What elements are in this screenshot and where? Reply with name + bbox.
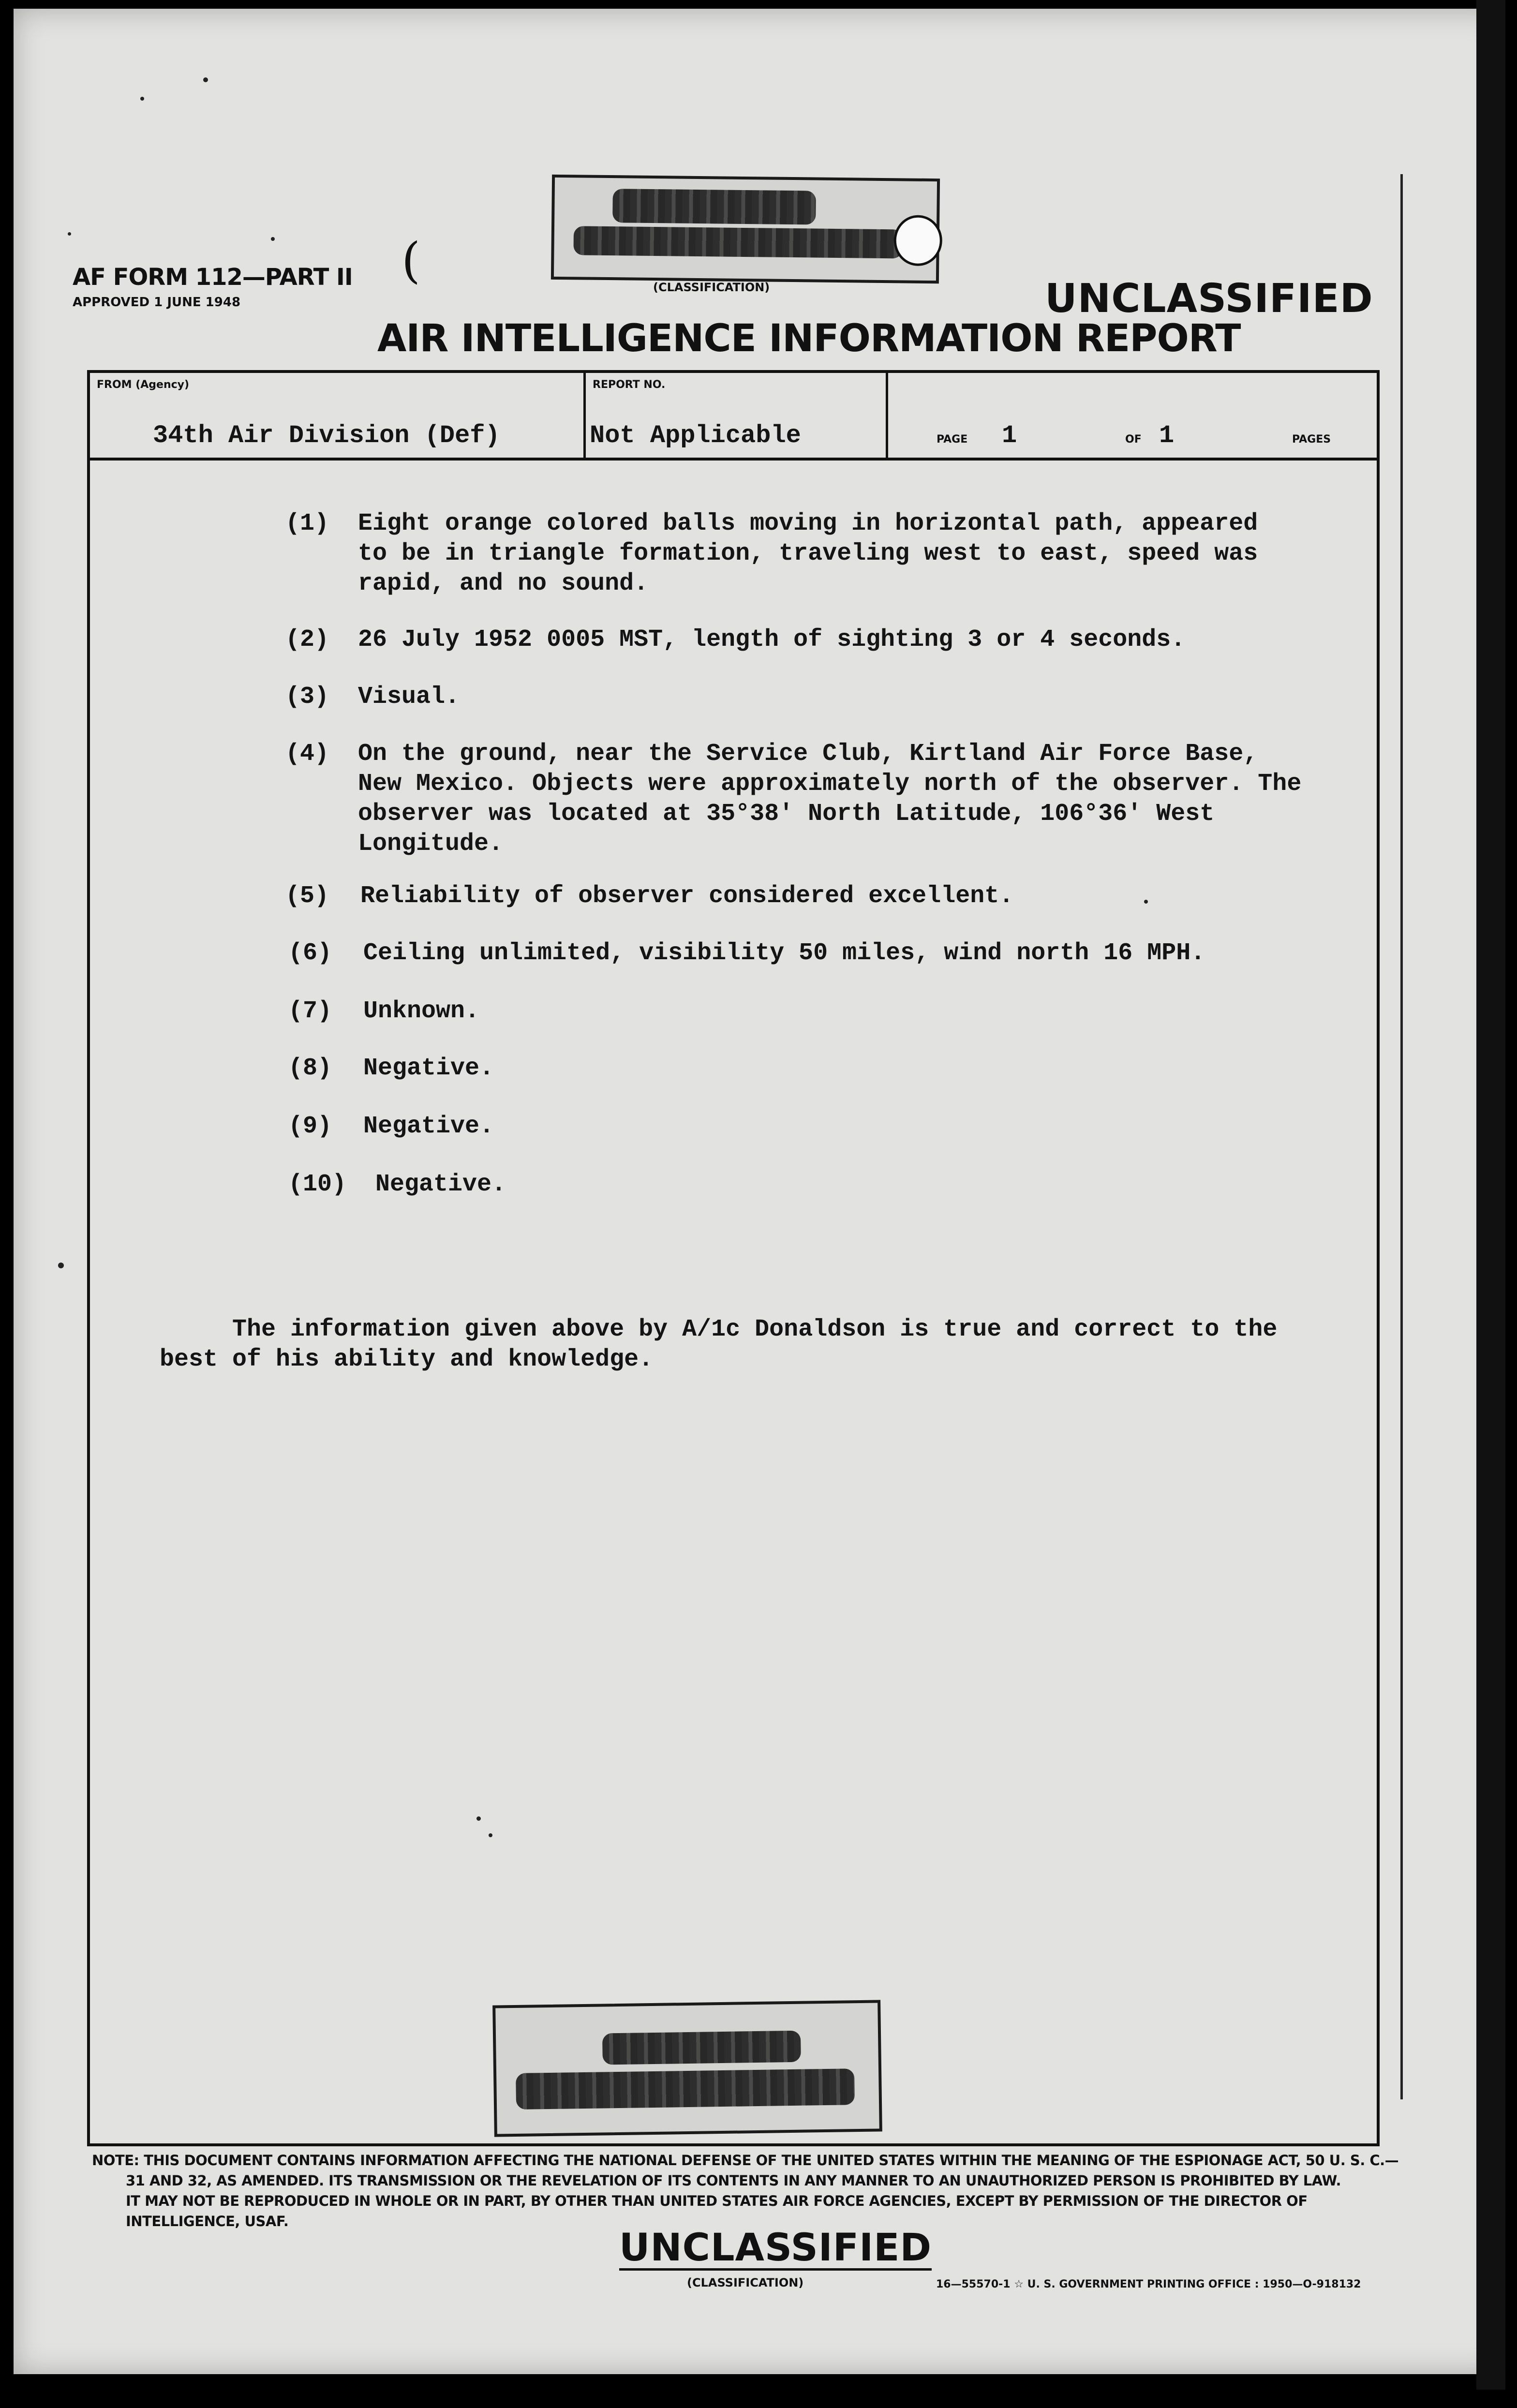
item-number: (7) [288, 997, 332, 1025]
scan-edge-strip [1476, 0, 1505, 2390]
item-number: (8) [288, 1055, 332, 1082]
item-number: (9) [288, 1113, 332, 1140]
report-no-value: Not Applicable [590, 421, 801, 450]
report-no-label: REPORT NO. [593, 379, 666, 391]
item-line: New Mexico. Objects were approximately north of the observer. The [358, 770, 1302, 798]
redaction-mark [516, 2068, 855, 2110]
from-value: 34th Air Division (Def) [153, 421, 500, 450]
classification-marking-bottom: UNCLASSIFIED [619, 2226, 932, 2270]
redaction-mark [573, 226, 903, 258]
classification-label-bottom: (CLASSIFICATION) [687, 2276, 804, 2289]
note-line: NOTE: THIS DOCUMENT CONTAINS INFORMATION AFFECTING THE NATIONAL DEFENSE OF THE UNITED STATES WITHIN THE MEANING OF THE ESPIONAGE ACT, 50 U. S. C.— [92, 2152, 1399, 2169]
hole-punch [893, 215, 942, 266]
redaction-mark [612, 189, 816, 224]
item-line: Unknown. [363, 997, 480, 1025]
header-row [90, 373, 1377, 461]
note-line: 31 AND 32, AS AMENDED. ITS TRANSMISSION OR THE REVELATION OF ITS CONTENTS IN ANY MANNER TO AN UNAUTHORIZED PERSON IS PROHIBITED BY LAW. [126, 2172, 1341, 2189]
item-number: (3) [285, 683, 329, 711]
item-line: Eight orange colored balls moving in horizontal path, appeared [358, 510, 1258, 537]
redacted-classification-stamp [551, 175, 940, 283]
item-number: (5) [285, 882, 329, 910]
item-line: Negative. [375, 1171, 506, 1198]
item-line: 26 July 1952 0005 MST, length of sighting 3 or 4 seconds. [358, 626, 1186, 654]
classification-marking-top: UNCLASSIFIED [1045, 276, 1373, 322]
espionage-act-note [92, 2150, 1417, 2231]
item-number: (10) [288, 1171, 347, 1198]
item-line: rapid, and no sound. [358, 570, 649, 597]
of-value: 1 [1159, 421, 1175, 450]
report-no-cell [586, 373, 886, 458]
scan-speck [68, 232, 71, 236]
form-number: AF FORM 112—PART II [73, 264, 353, 291]
item-number: (4) [285, 740, 329, 768]
item-line: observer was located at 35°38' North Latitude, 106°36' West [358, 800, 1215, 828]
note-line: IT MAY NOT BE REPRODUCED IN WHOLE OR IN PART, BY OTHER THAN UNITED STATES AIR FORCE AGENCIES, EXCEPT BY PERMISSION OF THE DIRECTOR OF [126, 2193, 1308, 2209]
item-number: (1) [285, 510, 329, 537]
item-number: (6) [288, 939, 332, 967]
item-line: Negative. [363, 1113, 494, 1140]
scan-speck [140, 97, 144, 101]
note-line: INTELLIGENCE, USAF. [126, 2213, 289, 2230]
classification-label-top: (CLASSIFICATION) [653, 281, 770, 294]
redaction-mark [602, 2031, 801, 2065]
item-line: to be in triangle formation, traveling west to east, speed was [358, 540, 1258, 567]
closing-line: best of his ability and knowledge. [160, 1346, 654, 1373]
approval-date: APPROVED 1 JUNE 1948 [73, 295, 241, 310]
from-cell [90, 373, 583, 458]
closing-line: The information given above by A/1c Donaldson is true and correct to the [232, 1316, 1278, 1343]
page-cell [888, 373, 1377, 458]
item-line: Longitude. [358, 830, 504, 858]
from-label: FROM (Agency) [97, 379, 190, 391]
item-line: Ceiling unlimited, visibility 50 miles, wind north 16 MPH. [363, 939, 1205, 967]
scan-speck [203, 77, 208, 82]
item-line: On the ground, near the Service Club, Kirtland Air Force Base, [358, 740, 1258, 768]
report-title: AIR INTELLIGENCE INFORMATION REPORT [377, 317, 1241, 360]
item-line: Negative. [363, 1055, 494, 1082]
scan-speck [58, 1263, 64, 1268]
page-label: PAGE [937, 433, 968, 446]
item-line: Reliability of observer considered excellent. [360, 882, 1014, 910]
paren-mark: ( [402, 232, 421, 289]
of-label: OF [1125, 433, 1142, 446]
redacted-classification-stamp [492, 2000, 882, 2137]
printing-office-line: 16—55570-1 ☆ U. S. GOVERNMENT PRINTING OFFICE : 1950—O-918132 [936, 2278, 1361, 2290]
item-number: (2) [285, 626, 329, 654]
page-edge-line [1400, 174, 1403, 2099]
page-value: 1 [1002, 421, 1017, 450]
scan-speck [271, 237, 275, 241]
pages-label: PAGES [1292, 433, 1331, 446]
item-line: Visual. [358, 683, 460, 711]
